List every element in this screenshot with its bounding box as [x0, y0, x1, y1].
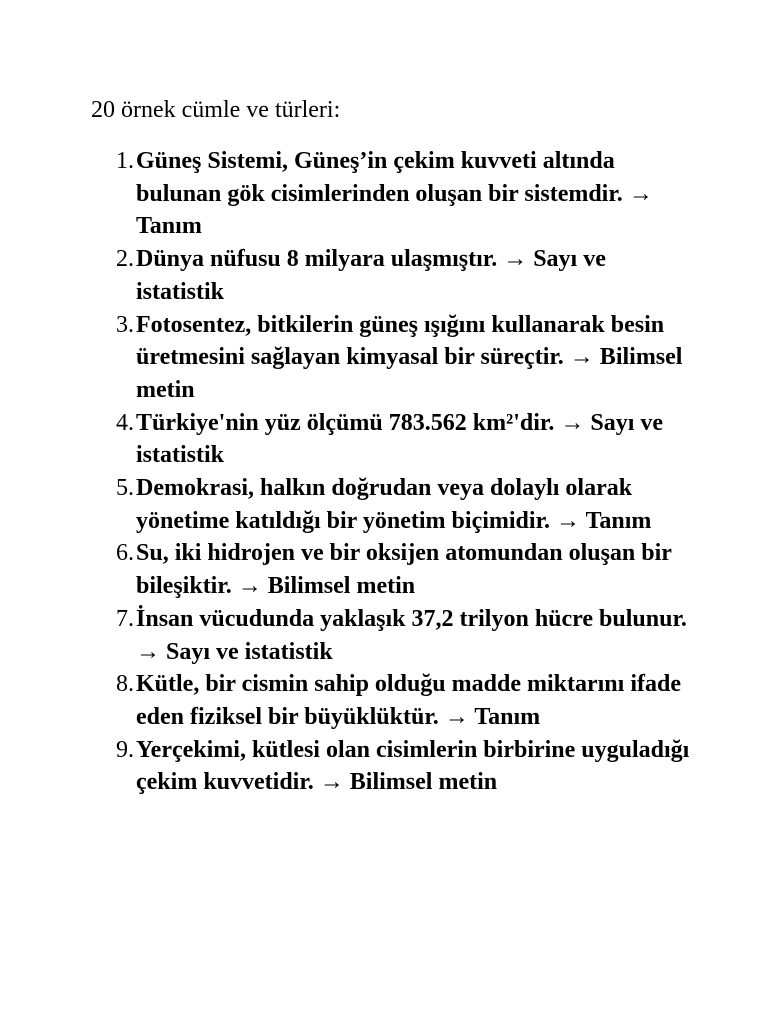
list-item — [100, 734, 690, 799]
list-item — [100, 537, 690, 602]
list-item-number: 6. — [116, 540, 134, 567]
list-item — [100, 407, 690, 472]
list-item-text: Su, iki hidrojen ve bir oksijen atomundan oluşan bir bileşiktir. → Bilimsel metin — [136, 540, 672, 600]
list-item — [100, 243, 690, 308]
list-item-text: Demokrasi, halkın doğrudan veya dolaylı olarak yönetime katıldığı bir yönetim biçimidir. → Tanım — [136, 475, 652, 534]
intro-heading: 20 örnek cümle ve türleri: — [91, 97, 341, 123]
list-item-text: Fotosentez, bitkilerin güneş ışığını kullanarak besin üretmesini sağlayan kimyasal bir süreçtir. → Bilimsel metin — [136, 311, 683, 403]
list-item-number: 5. — [116, 475, 134, 502]
list-item — [100, 668, 690, 733]
list-item — [100, 309, 690, 407]
list-item-number: 3. — [116, 311, 134, 338]
list-item-text: Yerçekimi, kütlesi olan cisimlerin birbirine uyguladığı çekim kuvvetidir. → Bilimsel metin — [136, 736, 690, 796]
list-item-text: Dünya nüfusu 8 milyara ulaşmıştır. → Sayı ve istatistik — [136, 246, 606, 305]
list-item-number: 1. — [116, 148, 134, 174]
list-item-text: Güneş Sistemi, Güneş’in çekim kuvveti altında bulunan gök cisimlerinden oluşan bir sistemdir. → Tanım — [136, 148, 653, 240]
list-item — [100, 472, 690, 537]
list-item — [100, 145, 690, 243]
list-item-number: 9. — [116, 736, 134, 763]
list-item — [100, 603, 690, 668]
sentence-list — [100, 145, 690, 799]
list-item-number: 7. — [116, 605, 134, 632]
list-item-number: 8. — [116, 671, 134, 698]
list-item-text: İnsan vücudunda yaklaşık 37,2 trilyon hücre bulunur. → Sayı ve istatistik — [136, 605, 687, 665]
list-item-text: Kütle, bir cismin sahip olduğu madde miktarını ifade eden fiziksel bir büyüklüktür. → Tanım — [136, 671, 681, 730]
list-item-text: Türkiye'nin yüz ölçümü 783.562 km²'dir. → Sayı ve istatistik — [136, 409, 664, 469]
list-item-number: 4. — [116, 409, 134, 436]
list-item-number: 2. — [116, 246, 134, 273]
